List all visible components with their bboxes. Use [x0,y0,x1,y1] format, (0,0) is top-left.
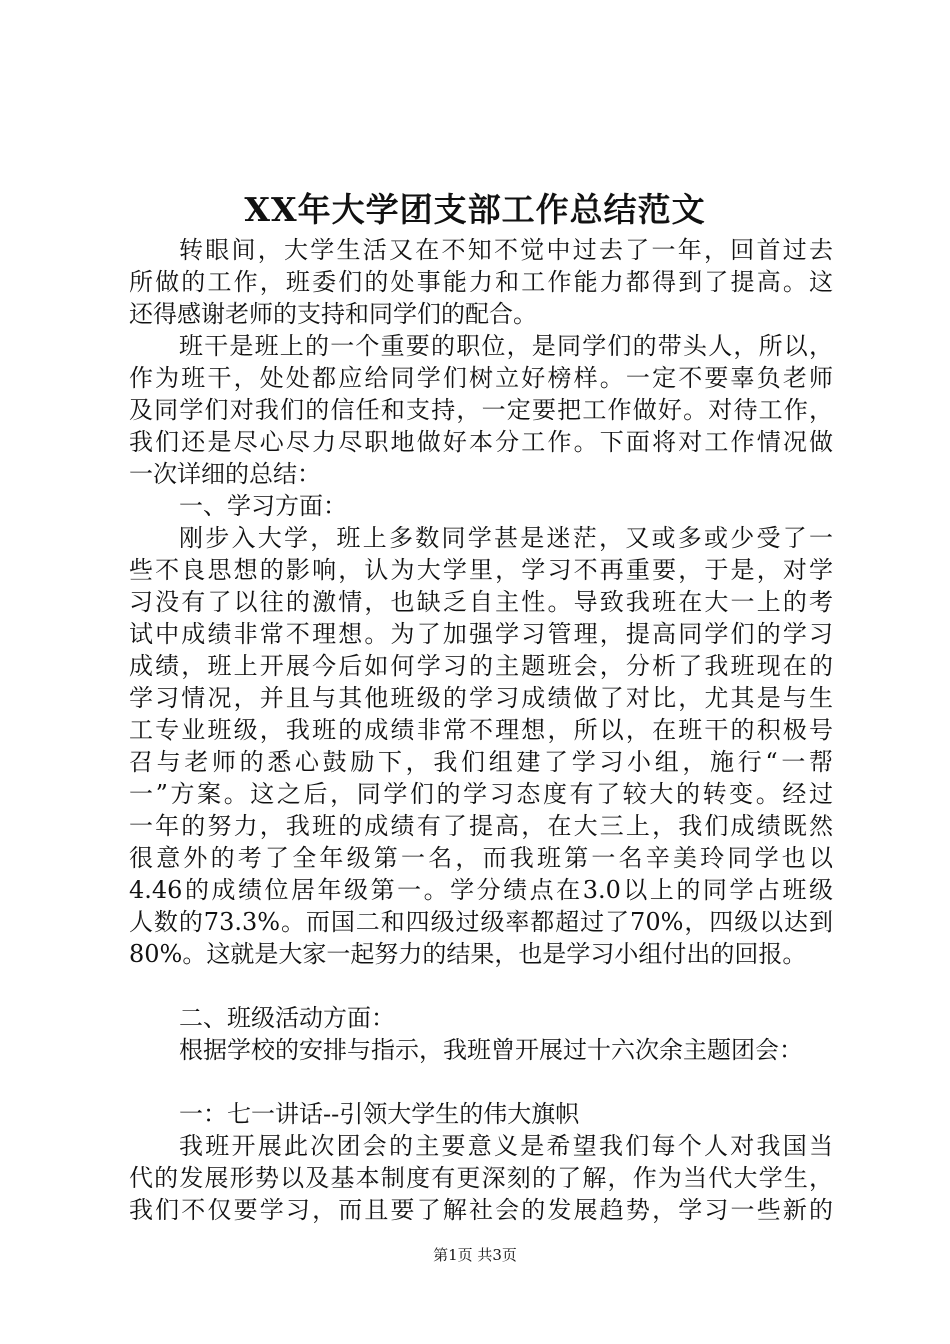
blank-line [129,1066,833,1098]
text-line: 一：七一讲话--引领大学生的伟大旗帜 [179,1100,580,1128]
text-line: 召与老师的悉心鼓励下，我们组建了学习小组，施行“一帮 [129,748,833,776]
text-line: 我们还是尽心尽力尽职地做好本分工作。下面将对工作情况做 [129,428,833,456]
text-line: 一次详细的总结： [129,460,321,488]
text-line: 我们不仅要学习，而且要了解社会的发展趋势，学习一些新的 [129,1196,833,1224]
text-line: 成绩，班上开展今后如何学习的主题班会，分析了我班现在的 [129,652,833,680]
text-line: 代的发展形势以及基本制度有更深刻的了解，作为当代大学生， [129,1164,833,1192]
text-line: 所做的工作，班委们的处事能力和工作能力都得到了提高。这 [129,268,833,296]
text-line: 些不良思想的影响，认为大学里，学习不再重要，于是，对学 [129,556,833,584]
text-line: 一、学习方面： [179,492,347,520]
text-line: 及同学们对我们的信任和支持，一定要把工作做好。对待工作， [129,396,833,424]
text-line: 根据学校的安排与指示，我班曾开展过十六次余主题团会： [179,1036,803,1064]
text-line: 一”方案。这之后，同学们的学习态度有了较大的转变。经过 [129,780,833,808]
text-line: 作为班干，处处都应给同学们树立好榜样。一定不要辜负老师 [129,364,833,392]
text-line: 刚步入大学，班上多数同学甚是迷茫，又或多或少受了一 [179,524,833,552]
blank-line [129,970,833,1002]
text-line: 习没有了以往的激情，也缺乏自主性。导致我班在大一上的考 [129,588,833,616]
document-body [129,234,833,1226]
text-line: 我班开展此次团会的主要意义是希望我们每个人对我国当 [179,1132,833,1160]
text-line: 4.46的成绩位居年级第一。学分绩点在3.0以上的同学占班级 [129,876,833,904]
text-line: 转眼间，大学生活又在不知不觉中过去了一年，回首过去 [179,236,833,264]
text-line: 学习情况，并且与其他班级的学习成绩做了对比，尤其是与生 [129,684,833,712]
text-line: 80%。这就是大家一起努力的结果，也是学习小组付出的回报。 [129,940,807,968]
text-line: 一年的努力，我班的成绩有了提高，在大三上，我们成绩既然 [129,812,833,840]
text-line: 二、班级活动方面： [179,1004,395,1032]
document-title: XX年大学团支部工作总结范文 [244,190,706,229]
page-footer: 第1页 共3页 [433,1246,517,1264]
text-line: 还得感谢老师的支持和同学们的配合。 [129,300,537,328]
text-line: 人数的73.3%。而国二和四级过级率都超过了70%，四级以达到 [129,908,833,936]
text-line: 很意外的考了全年级第一名，而我班第一名辛美玲同学也以 [129,844,833,872]
text-line: 班干是班上的一个重要的职位，是同学们的带头人，所以， [179,332,833,360]
text-line: 试中成绩非常不理想。为了加强学习管理，提高同学们的学习 [129,620,833,648]
text-line: 工专业班级，我班的成绩非常不理想，所以，在班干的积极号 [129,716,833,744]
